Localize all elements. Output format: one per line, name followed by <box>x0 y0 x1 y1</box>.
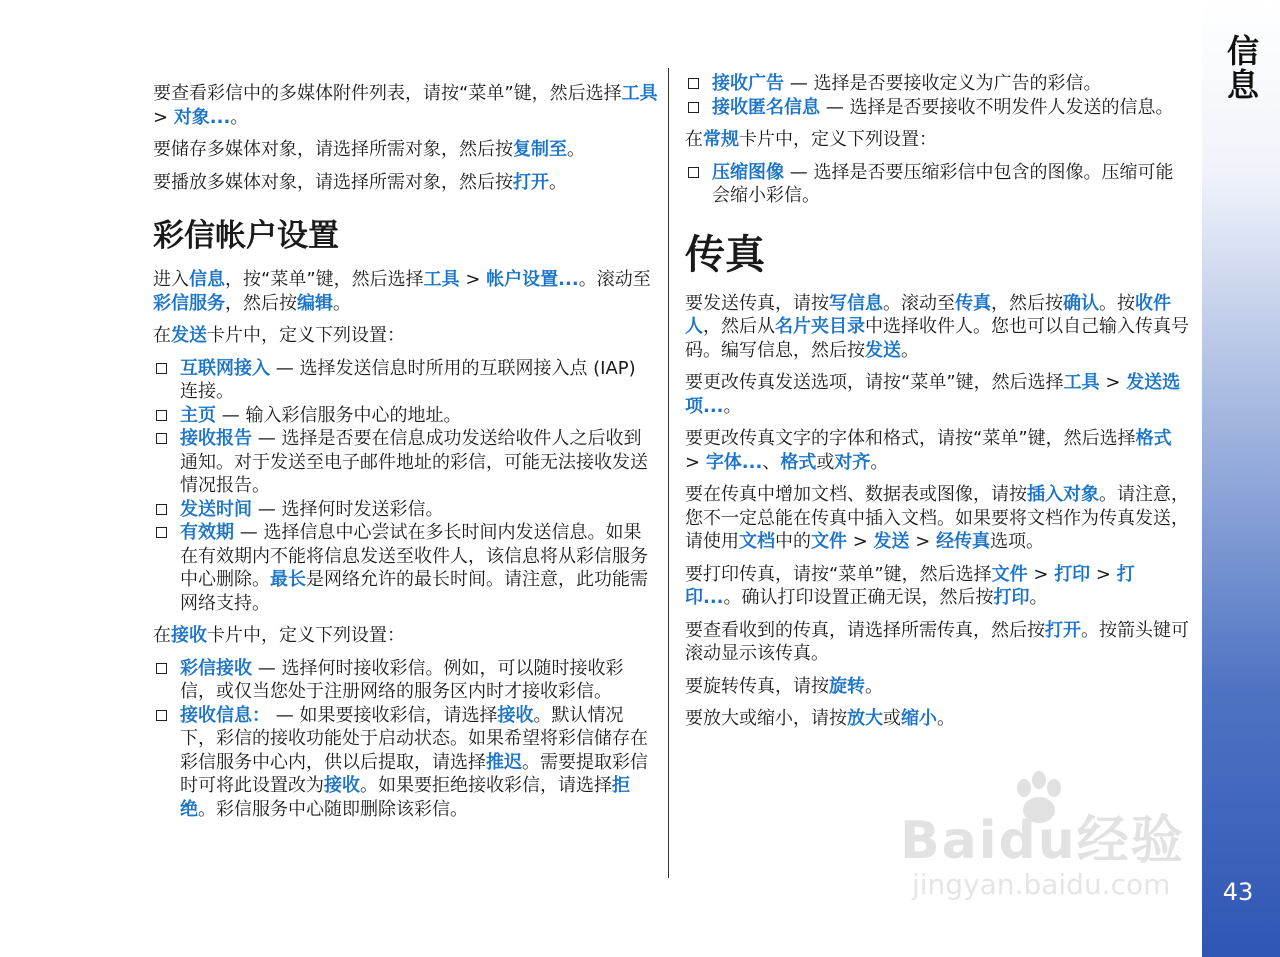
highlighted-term: 格式 <box>1135 428 1172 449</box>
setting-item <box>153 521 658 615</box>
highlighted-term: 帐户设置... <box>486 269 579 290</box>
setting-name: 互联网接入 <box>180 357 270 379</box>
text-segment: 要发送传真，请按 <box>685 292 829 314</box>
watermark-url: jingyan.baidu.com <box>912 868 1171 901</box>
text-segment: 。 <box>333 292 351 314</box>
para-fax-options <box>685 371 1190 418</box>
text-segment: 。确认打印设置正确无误，然后按 <box>723 587 994 608</box>
text-segment: 。 <box>723 395 742 417</box>
highlighted-term: 插入对象 <box>1027 484 1099 505</box>
setting-name: 有效期 <box>180 522 234 543</box>
text-segment: 。 <box>937 708 955 729</box>
text-segment: 。按 <box>1099 292 1135 314</box>
text-segment: > <box>153 106 174 128</box>
text-segment: 。 <box>567 139 585 160</box>
highlighted-term: 文件 <box>991 563 1028 585</box>
text-segment: — 选择是否要在信息成功发送给收件人之后收到通知。对于发送至电子邮件地址的彩信，可能无法接收发送情况报告。 <box>180 428 648 496</box>
highlighted-term: 字体... <box>705 451 763 473</box>
highlighted-term: 打开 <box>1045 619 1081 641</box>
heading-mms-account-settings: 彩信帐户设置 <box>153 218 339 254</box>
highlighted-term: 格式 <box>780 451 817 473</box>
text-segment: 要更改传真发送选项，请按“菜单”键，然后选择 <box>685 372 1064 393</box>
page-number: 43 <box>1222 878 1254 906</box>
para-fax-print <box>685 563 1190 610</box>
highlighted-term: 写信息 <box>829 292 883 314</box>
text-segment: 进入 <box>153 269 189 290</box>
highlighted-term: 文档 <box>739 531 775 552</box>
text-segment: 要查看彩信中的多媒体附件列表，请按“菜单”键，然后选择 <box>153 83 622 104</box>
send-settings-list <box>153 357 658 616</box>
para-view-attachments <box>153 82 658 129</box>
chapter-title: 信息 <box>1222 34 1260 102</box>
text-segment: 中选择收件人。您也可以自己输入传真号码。编写信息，然后按 <box>685 316 1189 361</box>
right-column <box>685 0 1190 740</box>
highlighted-term: 传真 <box>955 292 991 314</box>
text-segment: 或 <box>816 451 835 473</box>
highlighted-term: 接收 <box>324 775 360 796</box>
highlighted-term: 打印... <box>685 563 1135 608</box>
text-segment: — 选择何时发送彩信。 <box>252 498 444 520</box>
text-segment: 要查看收到的传真，请选择所需传真，然后按 <box>685 619 1045 641</box>
highlighted-term: 复制至 <box>513 139 567 160</box>
setting-name: 彩信接收 <box>180 657 252 679</box>
text-segment: > <box>459 269 487 290</box>
setting-item <box>153 404 658 428</box>
text-segment: — 选择是否要接收不明发件人发送的信息。 <box>820 96 1174 118</box>
highlighted-term: 最长 <box>270 569 306 590</box>
text-segment: — 选择信息中心尝试在多长时间内发送信息。如果在有效期内不能将信息发送至收件人，该信息将从彩信服务中心删除。 <box>180 522 648 590</box>
highlighted-term: 常规 <box>703 129 739 150</box>
text-segment: 、 <box>762 451 781 473</box>
watermark <box>900 768 1200 918</box>
highlighted-term: 经传真 <box>936 531 991 552</box>
highlighted-term: 接收 <box>171 625 207 646</box>
highlighted-term: 名片夹目录 <box>775 316 865 337</box>
column-divider <box>668 68 669 878</box>
setting-name: 压缩图像 <box>712 161 784 183</box>
highlighted-term: 工具 <box>621 83 658 104</box>
text-segment: 卡片中，定义下列设置： <box>739 129 937 150</box>
text-segment: 卡片中，定义下列设置： <box>207 625 405 646</box>
setting-item <box>685 96 1190 120</box>
para-general-tab <box>685 128 1190 152</box>
text-segment: > <box>847 531 874 552</box>
para-save-media <box>153 138 658 162</box>
para-enter-settings <box>153 268 658 315</box>
text-segment: — 选择发送信息时所用的互联网接入点 (IAP) 连接。 <box>180 357 636 402</box>
setting-name: 接收匿名信息 <box>712 96 820 118</box>
highlighted-term: 工具 <box>1063 372 1100 393</box>
setting-name: 主页 <box>180 404 216 426</box>
highlighted-term: 缩小 <box>901 708 937 729</box>
highlighted-term: 编辑 <box>297 292 333 314</box>
highlighted-term: 文件 <box>811 531 847 552</box>
text-segment: — 选择是否要接收定义为广告的彩信。 <box>784 73 1102 94</box>
text-segment: 要更改传真文字的字体和格式，请按“菜单”键，然后选择 <box>685 428 1136 449</box>
highlighted-term: 工具 <box>423 269 460 290</box>
para-fax-view <box>685 619 1190 666</box>
highlighted-term: 发送 <box>865 339 901 361</box>
highlighted-term: 打印 <box>1054 563 1091 585</box>
general-settings-list <box>685 161 1190 208</box>
text-segment: 要放大或缩小，请按 <box>685 708 847 729</box>
text-segment: 。 <box>901 339 919 361</box>
highlighted-term: 发送 <box>171 325 207 346</box>
setting-item <box>153 704 658 822</box>
text-segment: — 选择何时接收彩信。例如，可以随时接收彩信，或仅当您处于注册网络的服务区内时才接收彩信。 <box>180 657 624 702</box>
highlighted-term: 收件人 <box>685 292 1171 337</box>
highlighted-term: 发送选项... <box>685 372 1181 417</box>
setting-name: 接收信息： <box>180 704 270 726</box>
text-segment: ，然后按 <box>991 292 1063 314</box>
text-segment: — 输入彩信服务中心的地址。 <box>216 404 462 426</box>
highlighted-term: 推迟 <box>486 751 522 773</box>
text-segment: — 选择是否要压缩彩信中包含的图像。压缩可能会缩小彩信。 <box>712 161 1174 206</box>
setting-name: 发送时间 <box>180 498 252 520</box>
highlighted-term: 发送 <box>873 531 910 552</box>
left-column <box>153 0 658 830</box>
text-segment: > <box>685 451 706 473</box>
text-segment: 中的 <box>775 531 811 552</box>
text-segment: ，按“菜单”键，然后选择 <box>225 269 424 290</box>
text-segment: 卡片中，定义下列设置： <box>207 325 405 346</box>
highlighted-term: 彩信服务 <box>153 292 225 314</box>
receive-settings-list <box>153 657 658 822</box>
text-segment: 要播放多媒体对象，请选择所需对象，然后按 <box>153 171 513 193</box>
text-segment: 要在传真中增加文档、数据表或图像，请按 <box>685 484 1027 505</box>
setting-item <box>153 498 658 522</box>
ad-settings-list <box>685 72 1190 119</box>
setting-item <box>685 72 1190 96</box>
para-receive-tab <box>153 624 658 648</box>
setting-name: 接收报告 <box>180 428 252 449</box>
highlighted-term: 信息 <box>189 269 225 290</box>
text-segment: > <box>1099 372 1127 393</box>
text-segment: > <box>1090 563 1117 585</box>
highlighted-term: 旋转 <box>829 675 865 697</box>
text-segment: 。请注意，您不一定总能在传真中插入文档。如果要将文档作为传真发送，请使用 <box>685 484 1189 552</box>
text-segment: 在 <box>153 625 171 646</box>
text-segment: ，然后按 <box>225 292 297 314</box>
text-segment: 。 <box>549 171 567 193</box>
para-send-tab <box>153 324 658 348</box>
heading-fax: 传真 <box>685 231 765 278</box>
highlighted-term: 放大 <box>847 708 883 729</box>
text-segment: ，然后从 <box>703 316 775 337</box>
setting-item <box>685 161 1190 208</box>
highlighted-term: 对齐 <box>834 451 871 473</box>
text-segment: 。如果要拒绝接收彩信，请选择 <box>360 775 612 796</box>
highlighted-term: 打印 <box>993 587 1030 608</box>
highlighted-term: 对象... <box>173 106 231 128</box>
text-segment: 。 <box>230 106 249 128</box>
para-send-fax <box>685 292 1190 363</box>
text-segment: 。按箭头键可滚动显示该传真。 <box>685 619 1189 664</box>
text-segment: 。默认情况下，彩信的接收功能处于启动状态。如果希望将彩信储存在彩信服务中心内，供以后提取，请选择 <box>180 704 648 773</box>
setting-item <box>153 427 658 498</box>
watermark-logo: Baidu经验 <box>900 811 1185 871</box>
text-segment: 。彩信服务中心随即删除该彩信。 <box>198 798 468 820</box>
text-segment: 。 <box>870 451 889 473</box>
highlighted-term: 拒绝 <box>180 775 630 820</box>
highlighted-term: 确认 <box>1063 292 1099 314</box>
para-fax-rotate <box>685 675 1190 699</box>
text-segment: 要打印传真，请按“菜单”键，然后选择 <box>685 563 992 585</box>
text-segment: 或 <box>883 708 901 729</box>
setting-item <box>153 357 658 404</box>
setting-name: 接收广告 <box>712 73 784 94</box>
text-segment: > <box>1027 563 1055 585</box>
highlighted-term: 接收 <box>497 704 534 726</box>
text-segment: — 如果要接收彩信，请选择 <box>270 704 498 726</box>
text-segment: 选项。 <box>990 531 1045 552</box>
highlighted-term: 打开 <box>513 171 549 193</box>
text-segment: 。滚动至 <box>883 292 955 314</box>
text-segment: 要储存多媒体对象，请选择所需对象，然后按 <box>153 139 513 160</box>
setting-item <box>153 657 658 704</box>
para-play-media <box>153 171 658 195</box>
text-segment: 。 <box>1029 587 1048 608</box>
chapter-sidebar <box>1202 0 1280 957</box>
para-fax-font <box>685 427 1190 474</box>
text-segment: 。需要提取彩信时可将此设置改为 <box>180 751 648 796</box>
text-segment: 。 <box>865 675 883 697</box>
para-fax-zoom <box>685 707 1190 731</box>
text-segment: > <box>909 531 937 552</box>
text-segment: 在 <box>685 129 703 150</box>
text-segment: 在 <box>153 325 171 346</box>
para-fax-insert <box>685 483 1190 554</box>
text-segment: 是网络允许的最长时间。请注意，此功能需网络支持。 <box>180 569 648 614</box>
text-segment: 要旋转传真，请按 <box>685 675 829 697</box>
text-segment: 。滚动至 <box>578 269 651 290</box>
